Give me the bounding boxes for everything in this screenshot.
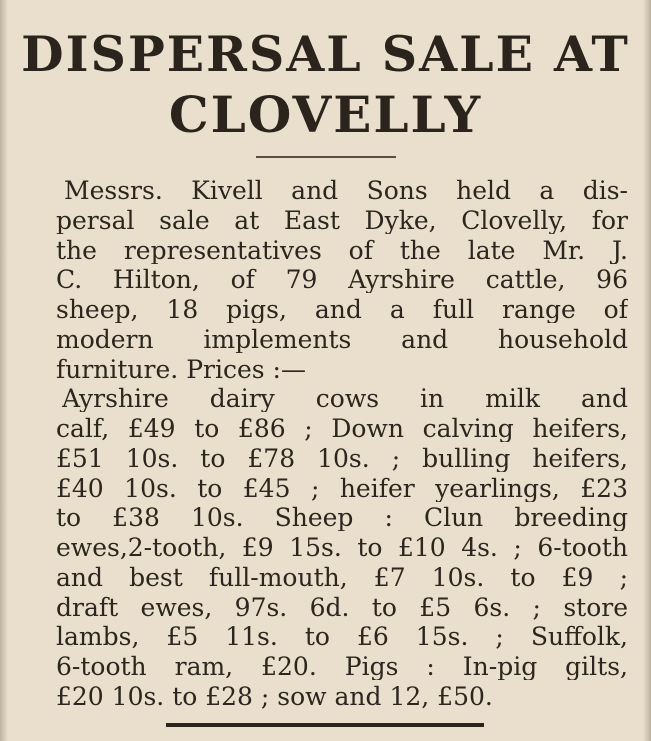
body-line: 6-tooth ram, £20. Pigs : In-pig gilts, [56,654,628,680]
body-line: sheep, 18 pigs, and a full range of [56,297,628,323]
body-line: modern implements and household [56,327,628,353]
body-line: lambs, £5 11s. to £6 15s. ; Suffolk, [56,624,628,650]
column-edge-right [643,0,651,741]
headline-line-2: CLOVELLY [168,85,483,144]
body-line: draft ewes, 97s. 6d. to £5 6s. ; store [56,595,628,621]
body-line: C. Hilton, of 79 Ayrshire cattle, 96 [56,267,628,293]
body-line: calf, £49 to £86 ; Down calving heifers, [56,416,628,442]
body-line: to £38 10s. Sheep : Clun breeding [56,505,628,531]
body-line: and best full-mouth, £7 10s. to £9 ; [56,565,628,591]
body-line: the representatives of the late Mr. J. [56,238,628,264]
body-line: ewes,2-tooth, £9 15s. to £10 4s. ; 6-tooth [56,535,628,561]
headline-line-1: DISPERSAL SALE AT [21,25,630,83]
headline-divider [256,156,396,158]
body-line: furniture. Prices :— [56,357,306,383]
body-line: £51 10s. to £78 10s. ; bulling heifers, [56,446,628,472]
body-line: £20 10s. to £28 ; sow and 12, £50. [56,684,493,710]
end-rule [166,723,484,727]
body-line: Ayrshire dairy cows in milk and [62,386,628,412]
column-edge-left [0,0,8,741]
body-line: persal sale at East Dyke, Clovelly, for [56,208,628,234]
body-line: £40 10s. to £45 ; heifer yearlings, £23 [56,476,628,502]
body-line: Messrs. Kivell and Sons held a dis- [64,178,628,204]
